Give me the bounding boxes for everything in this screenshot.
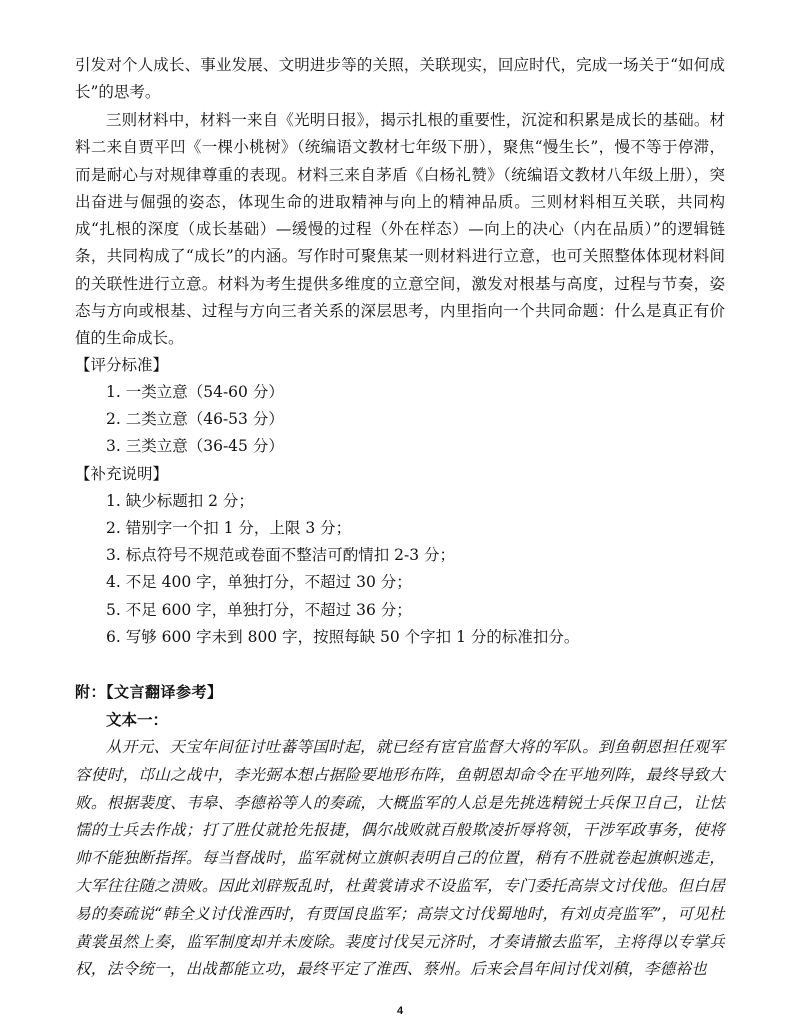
supplement-item: 3. 标点符号不规范或卷面不整洁可酌情扣 2-3 分； xyxy=(106,546,456,564)
supplement-item: 4. 不足 400 字，单独打分，不超过 30 分； xyxy=(106,573,412,591)
supplement-item: 2. 错别字一个扣 1 分，上限 3 分； xyxy=(106,519,352,537)
supplement-item: 6. 写够 600 字未到 800 字，按照每缺 50 个字扣 1 分的标准扣分。 xyxy=(106,628,580,646)
material-analysis-paragraph: 三则材料中，材料一来自《光明日报》，揭示扎根的重要性，沉淀和积累是成长的基础。材料二来自贾平凹《一棵小桃树》（统编语文教材七年级下册），聚焦“慢生长”，慢不等于停滞，而是耐心与对规律尊重的表现。材料三来自茅盾《白杨礼赞》（统编语文教材八年级上册），突出奋进与倔强的姿态，体现生命的进取精神与向上的精神品质。三则材料相互关联，共同构成“扎根的深度（成长基础）—缓慢的过程（外在样态）—向上的决心（内在品质）”的逻辑链条，共同构成了“成长”的内涵。写作时可聚焦某一则材料进行立意，也可关照整体体现材料间的关联性进行立意。材料为考生提供多维度的立意空间，激发对根基与高度，过程与节奏，姿态与方向或根基、过程与方向三者关系的深层思考，内里指向一个共同命题：什么是真正有价值的生命成长。 xyxy=(75,111,725,348)
scoring-item: 2. 二类立意（46-53 分） xyxy=(106,410,284,428)
scoring-item: 3. 三类立意（36-45 分） xyxy=(106,437,284,455)
classical-translation-paragraph: 从开元、天宝年间征讨吐蕃等国时起，就已经有宦官监督大将的军队。到鱼朝恩担任观军容使时，邙山之战中，李光弼本想占据险要地形布阵，鱼朝恩却命令在平地列阵，最终导致大败。根据裴度、韦皋、李德裕等人的奏疏，大概监军的人总是先挑选精锐士兵保卫自己，让怯懦的士兵去作战；打了胜仗就抢先报捷，偶尔战败就百般欺凌折辱将领，干涉军政事务，使将帅不能独断指挥。每当督战时，监军就树立旗帜表明自己的位置，稍有不胜就卷起旗帜逃走，大军往往随之溃败。因此刘辟叛乱时，杜黄裳请求不设监军，专门委托高崇文讨伐他。但白居易的奏疏说“韩全义讨伐淮西时，有贾国良监军；高崇文讨伐蜀地时，有刘贞亮监军”，可见杜黄裳虽然上奏，监军制度却并未废除。裴度讨伐吴元济时，才奏请撤去监军，主将得以专掌兵权，法令统一，出战都能立功，最终平定了淮西、蔡州。后来会昌年间讨伐刘稹，李德裕也 xyxy=(75,738,725,979)
text-one-subheading: 文本一： xyxy=(106,710,169,729)
supplement-item: 5. 不足 600 字，单独打分，不超过 36 分； xyxy=(106,601,412,619)
supplement-heading: 【补充说明】 xyxy=(75,465,169,483)
supplement-item: 1. 缺少标题扣 2 分； xyxy=(106,492,254,510)
intro-paragraph-tail: 引发对个人成长、事业发展、文明进步等的关照，关联现实，回应时代，完成一场关于“如何成长”的思考。 xyxy=(75,56,725,102)
scoring-heading: 【评分标准】 xyxy=(75,356,169,374)
page-number: 4 xyxy=(396,1005,404,1017)
scoring-item: 1. 一类立意（54-60 分） xyxy=(106,383,284,401)
appendix-heading: 附：【文言翻译参考】 xyxy=(75,683,223,701)
